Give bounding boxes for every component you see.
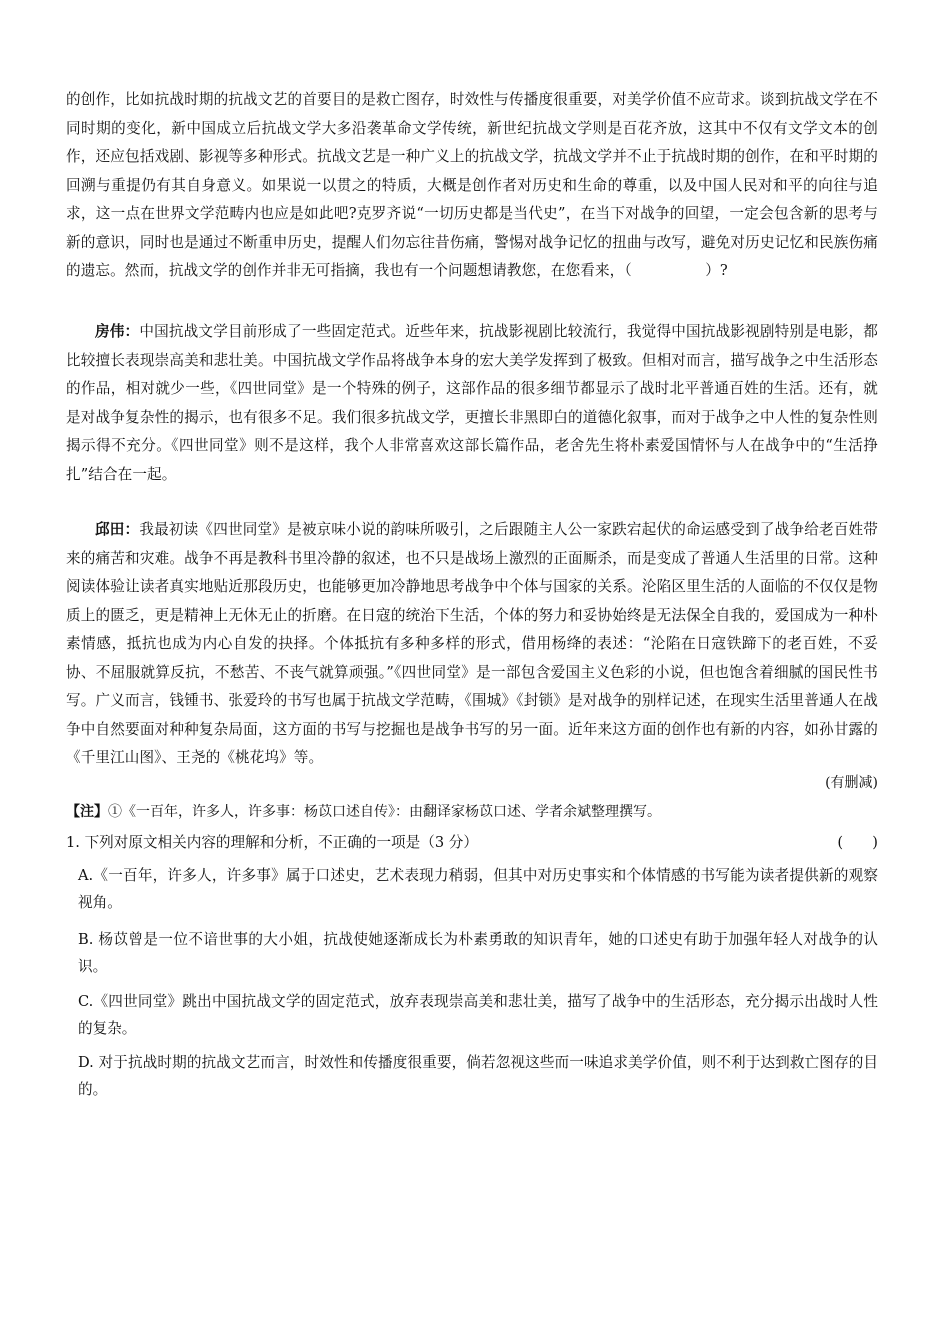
passage-paragraph: 的创作，比如抗战时期的抗战文艺的首要目的是救亡图存，时效性与传播度很重要，对美学价值不应苛求。谈到抗战文学在不同时期的变化，新中国成立后抗战文学大多沿袭革命文学传统，新世纪抗战文学则是百花齐放，这其中不仅有文学文本的创作，还应包括戏剧、影视等多种形式。抗战文艺是一种广义上的抗战文学，抗战文学并不止于抗战时期的创作，在和平时期的回溯与重提仍有其自身意义。如果说一以贯之的特质，大概是创作者对历史和生命的尊重，以及中国人民对和平的向往与追求，这一点在世界文学范畴内也应是如此吧?克罗齐说“一切历史都是当代史”，在当下对战争的回望，一定会包含新的思考与新的意识，同时也是通过不断重申历史，提醒人们勿忘往昔伤痛，警惕对战争记忆的扭曲与改写，避免对历史记忆和民族伤痛的遗忘。然而，抗战文学的创作并非无可指摘，我也有一个问题想请教您，在您看来，（ ）?: [66, 91, 878, 279]
question-stem: [66, 830, 878, 856]
speaker-name: 邱田：: [95, 521, 140, 538]
option-c: C.《四世同堂》跳出中国抗战文学的固定范式，放弃表现崇高美和悲壮美，描写了战争中的生活形态，充分揭示出战时人性的复杂。: [78, 993, 878, 1037]
option-b: B. 杨苡曾是一位不谙世事的大小姐，抗战使她逐渐成长为朴素勇敢的知识青年，她的口述史有助于加强年轻人对战争的认识。: [78, 931, 878, 975]
option-d: D. 对于抗战时期的抗战文艺而言，时效性和传播度很重要，倘若忽视这些而一味追求美学价值，则不利于达到救亡图存的目的。: [78, 1054, 878, 1098]
option-a: A.《一百年，许多人，许多事》属于口述史，艺术表现力稍弱，但其中对历史事实和个体情感的书写能为读者提供新的观察视角。: [78, 867, 878, 911]
question-text: 1. 下列对原文相关内容的理解和分析，不正确的一项是（3 分）: [66, 834, 478, 851]
passage-paragraph: [66, 318, 878, 489]
speaker-text: 我最初读《四世同堂》是被京味小说的韵味所吸引，之后跟随主人公一家跌宕起伏的命运感受到了战争给老百姓带来的痛苦和灾难。战争不再是教科书里冷静的叙述，也不只是战场上激烈的正面厮杀，而是变成了普通人生活里的日常。这种阅读体验让读者真实地贴近那段历史，也能够更加冷静地思考战争中个体与国家的关系。沦陷区里生活的人面临的不仅仅是物质上的匮乏，更是精神上无休无止的折磨。在日寇的统治下生活，个体的努力和妥协始终是无法保全自我的，爱国成为一种朴素情感，抵抗也成为内心自发的抉择。个体抵抗有多种多样的形式，借用杨绛的表述：“沦陷在日寇铁蹄下的老百姓，不妥协、不屈服就算反抗，不愁苦、不丧气就算顽强。”《四世同堂》是一部包含爱国主义色彩的小说，但也饱含着细腻的国民性书写。广义而言，钱锺书、张爱玲的书写也属于抗战文学范畴，《围城》《封锁》是对战争的别样记述，在现实生活里普通人在战争中自然要面对种种复杂局面，这方面的书写与挖掘也是战争书写的另一面。近年来这方面的创作也有新的内容，如孙甘露的《千里江山图》、王尧的《桃花坞》等。: [66, 521, 878, 766]
speaker-text: 中国抗战文学目前形成了一些固定范式。近些年来，抗战影视剧比较流行，我觉得中国抗战影视剧特别是电影，都比较擅长表现崇高美和悲壮美。中国抗战文学作品将战争本身的宏大美学发挥到了极致。但相对而言，描写战争之中生活形态的作品，相对就少一些，《四世同堂》是一个特殊的例子，这部作品的很多细节都显示了战时北平普通百姓的生活。还有，就是对战争复杂性的揭示，也有很多不足。我们很多抗战文学，更擅长非黑即白的道德化叙事，而对于战争之中人性的复杂性则揭示得不充分。《四世同堂》则不是这样，我个人非常喜欢这部长篇作品，老舍先生将朴素爱国情怀与人在战争中的“生活挣扎”结合在一起。: [66, 323, 878, 483]
footnote: [66, 800, 878, 824]
footnote-text: ①《一百年，许多人，许多事：杨苡口述自传》：由翻译家杨苡口述、学者余斌整理撰写。: [108, 804, 661, 820]
abridged-credit: (有删减): [825, 775, 878, 791]
footnote-tag: 【注】: [66, 804, 108, 820]
answer-bracket: ( ): [837, 834, 878, 851]
speaker-name: 房伟：: [95, 323, 140, 340]
passage-paragraph: [66, 516, 878, 773]
